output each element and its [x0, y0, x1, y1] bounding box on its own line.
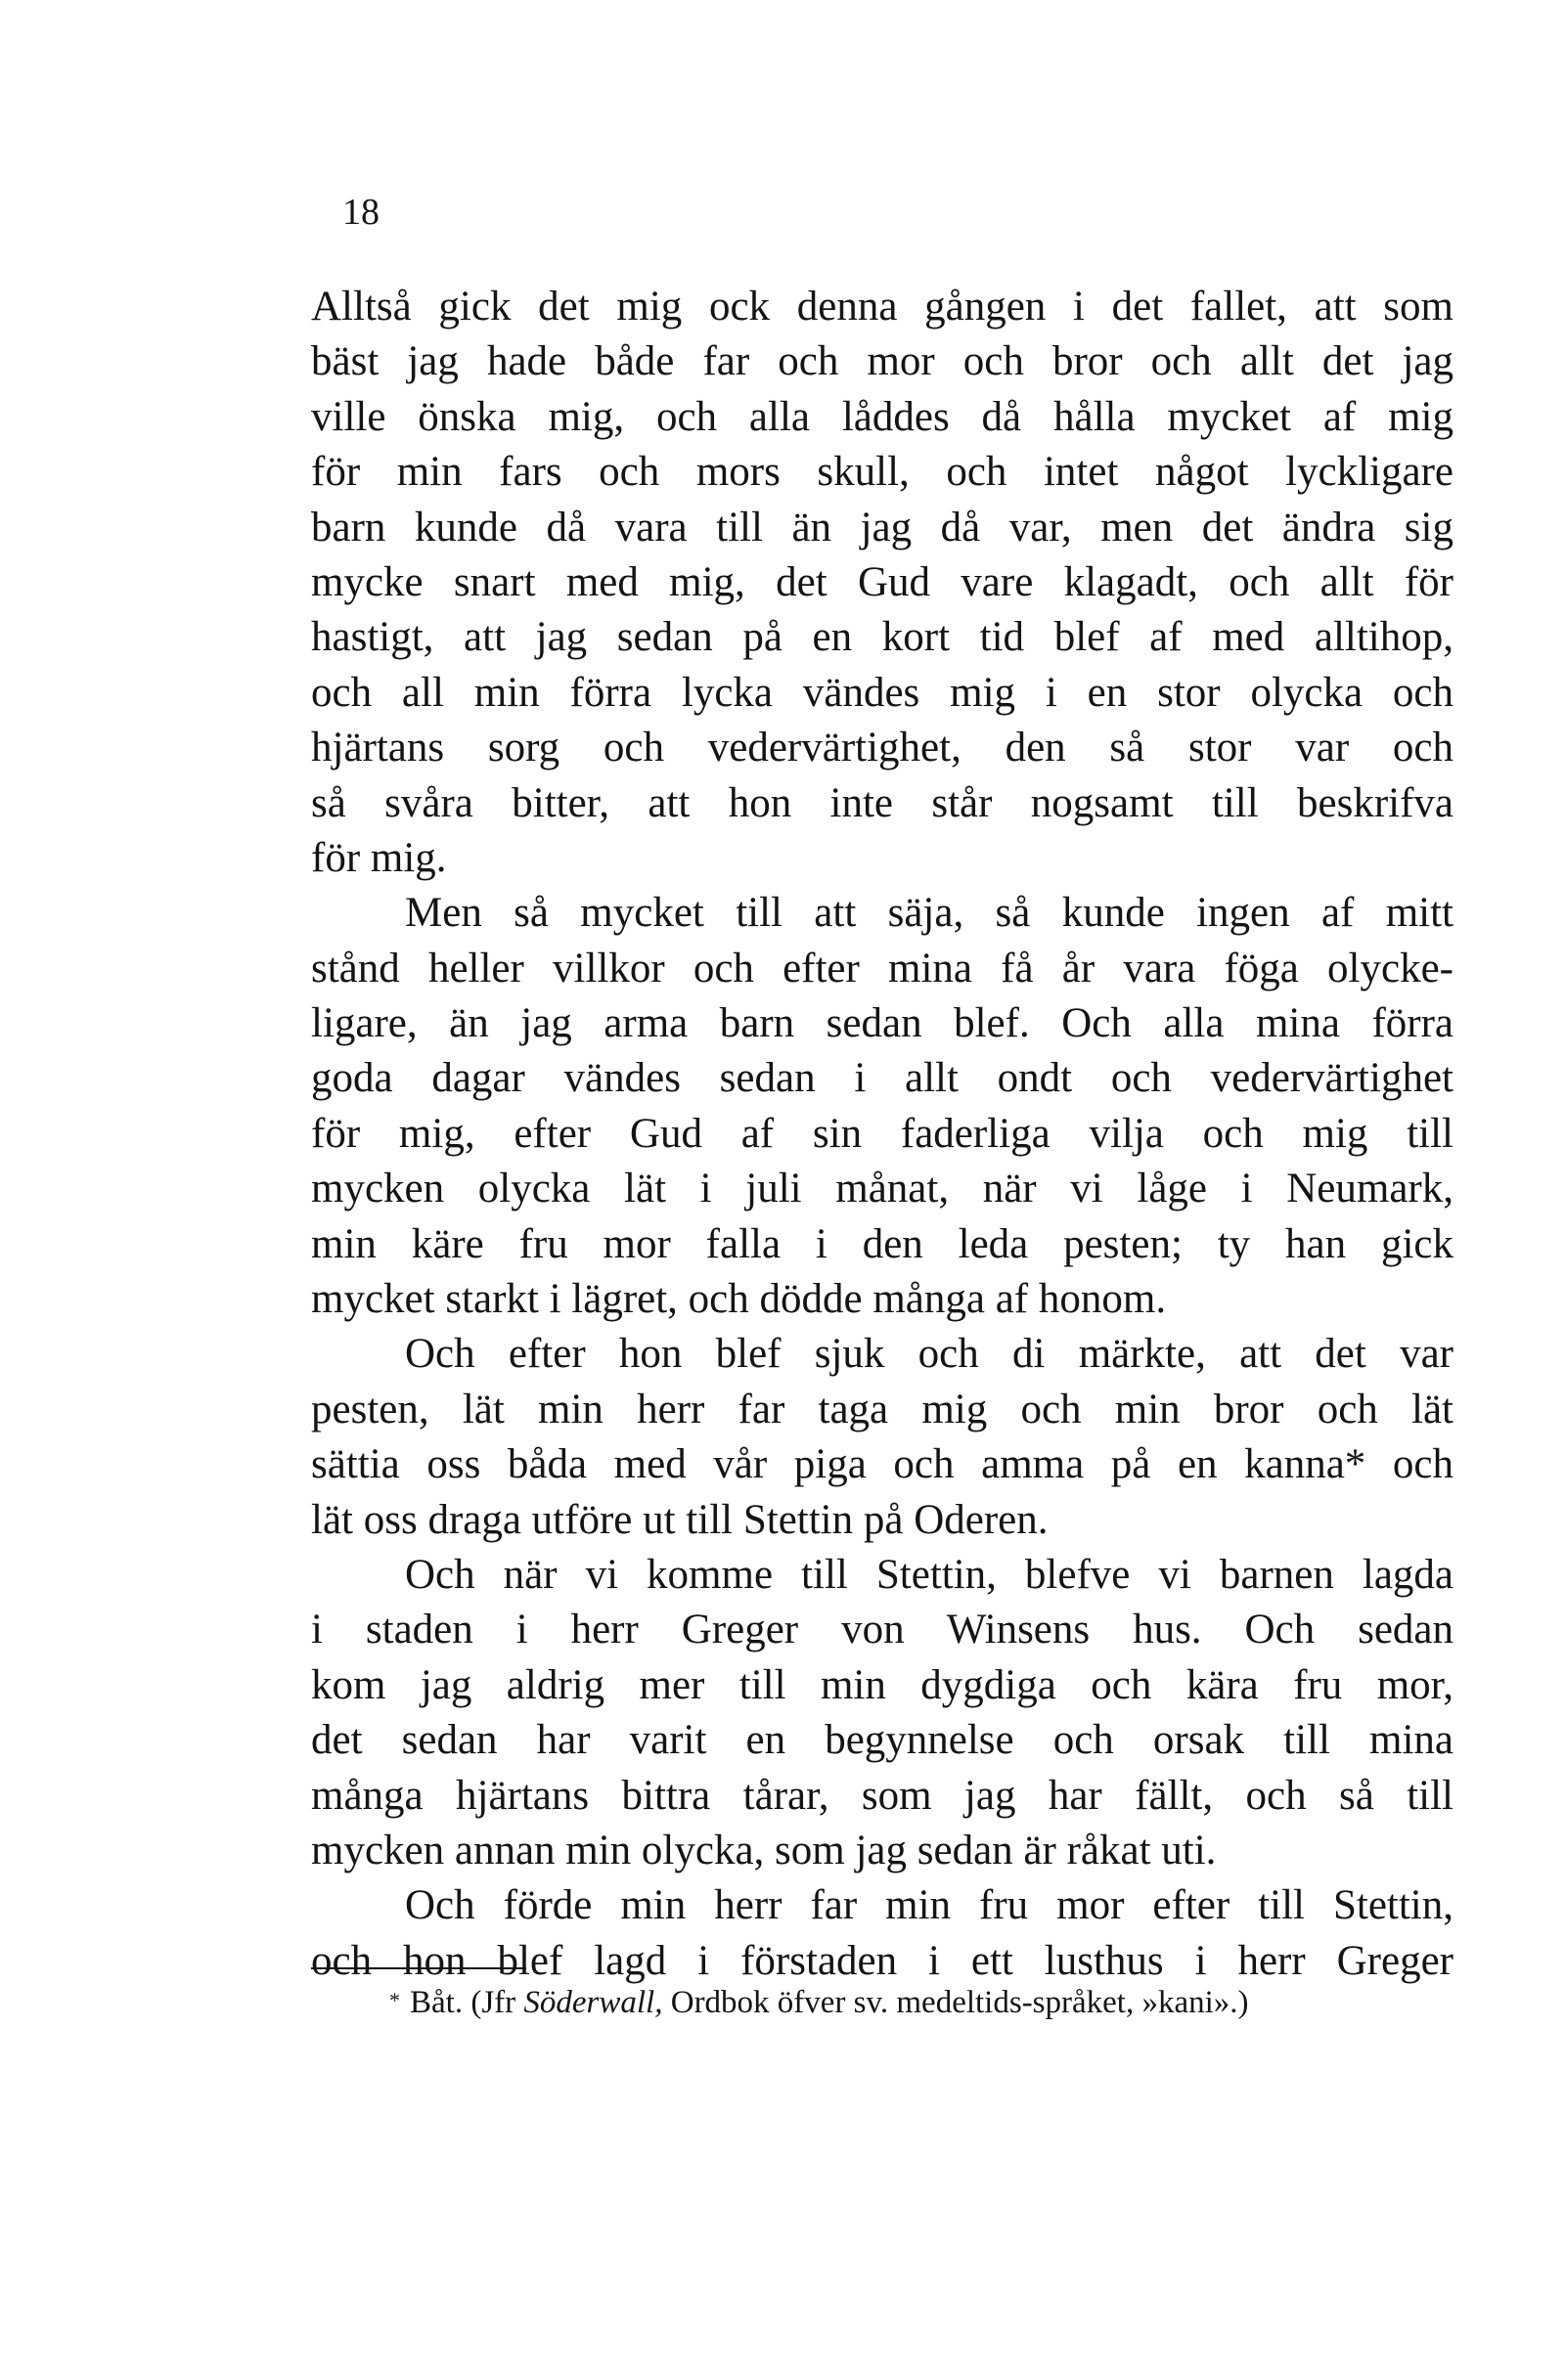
footnote-text-after: Ordbok öfver sv. medeltids-språket, »kani».): [662, 1985, 1249, 2020]
text-line: Men så mycket till att säja, så kunde ingen af mitt: [405, 890, 1453, 937]
text-line: för mig, efter Gud af sin faderliga vilja och mig till: [311, 1110, 1453, 1157]
text-line: lät oss draga utföre ut till Stettin på Oderen.: [311, 1496, 1049, 1543]
text-line: i staden i herr Greger von Winsens hus. Och sedan: [311, 1607, 1453, 1653]
footnote-mark: *: [389, 1988, 400, 2012]
text-line: mycke snart med mig, det Gud vare klagadt, och allt för: [311, 558, 1453, 605]
text-line: pesten, lät min herr far taga mig och min bror och lät: [311, 1386, 1453, 1432]
text-line: barn kunde då vara till än jag då var, men det ändra sig: [311, 504, 1453, 551]
text-line: Och efter hon blef sjuk och di märkte, att det var: [405, 1331, 1453, 1378]
footnote: [389, 1981, 1249, 2022]
text-line: för min fars och mors skull, och intet något lyckligare: [311, 449, 1453, 496]
text-line: min käre fru mor falla i den leda pesten; ty han gick: [311, 1220, 1453, 1267]
text-line: och hon blef lagd i förstaden i ett lusthus i herr Greger: [311, 1937, 1453, 1984]
text-line: det sedan har varit en begynnelse och orsak till mina: [311, 1717, 1453, 1764]
text-line: ligare, än jag arma barn sedan blef. Och alla mina förra: [311, 1000, 1453, 1047]
text-line: många hjärtans bittra tårar, som jag har fällt, och så till: [311, 1772, 1453, 1819]
text-line: Och förde min herr far min fru mor efter till Stettin,: [405, 1882, 1453, 1929]
text-line: goda dagar vändes sedan i allt ondt och vedervärtighet: [311, 1055, 1453, 1102]
text-line: mycken olycka lät i juli månat, när vi låge i Neumark,: [311, 1166, 1453, 1212]
footnote-text-before: Båt. (Jfr: [410, 1985, 524, 2020]
text-line: sättia oss båda med vår piga och amma på en kanna* och: [311, 1441, 1453, 1488]
text-line: hastigt, att jag sedan på en kort tid blef af med alltihop,: [311, 614, 1453, 661]
text-line: kom jag aldrig mer till min dygdiga och kära fru mor,: [311, 1661, 1453, 1708]
text-line: bäst jag hade både far och mor och bror och allt det jag: [311, 338, 1453, 385]
text-line: Alltså gick det mig ock denna gången i det fallet, att som: [311, 284, 1453, 330]
text-line: mycken annan min olycka, som jag sedan är råkat uti.: [311, 1827, 1217, 1873]
footnote-divider: [311, 1967, 526, 1969]
page-number: 18: [342, 192, 380, 233]
text-line: mycket starkt i lägret, och dödde många af honom.: [311, 1276, 1167, 1323]
text-line: ville önska mig, och alla låddes då hålla mycket af mig: [311, 393, 1453, 440]
text-line: så svåra bitter, att hon inte står nogsamt till beskrifva: [311, 779, 1453, 826]
body-text: [311, 280, 1453, 1989]
text-line: stånd heller villkor och efter mina få år vara föga olycke-: [311, 945, 1453, 992]
text-line: och all min förra lycka vändes mig i en stor olycka och: [311, 669, 1453, 716]
text-line: hjärtans sorg och vedervärtighet, den så stor var och: [311, 725, 1453, 771]
text-line: för mig.: [311, 834, 447, 881]
text-line: Och när vi komme till Stettin, blefve vi barnen lagda: [405, 1551, 1453, 1598]
footnote-text-italic: Söderwall,: [523, 1985, 663, 2020]
